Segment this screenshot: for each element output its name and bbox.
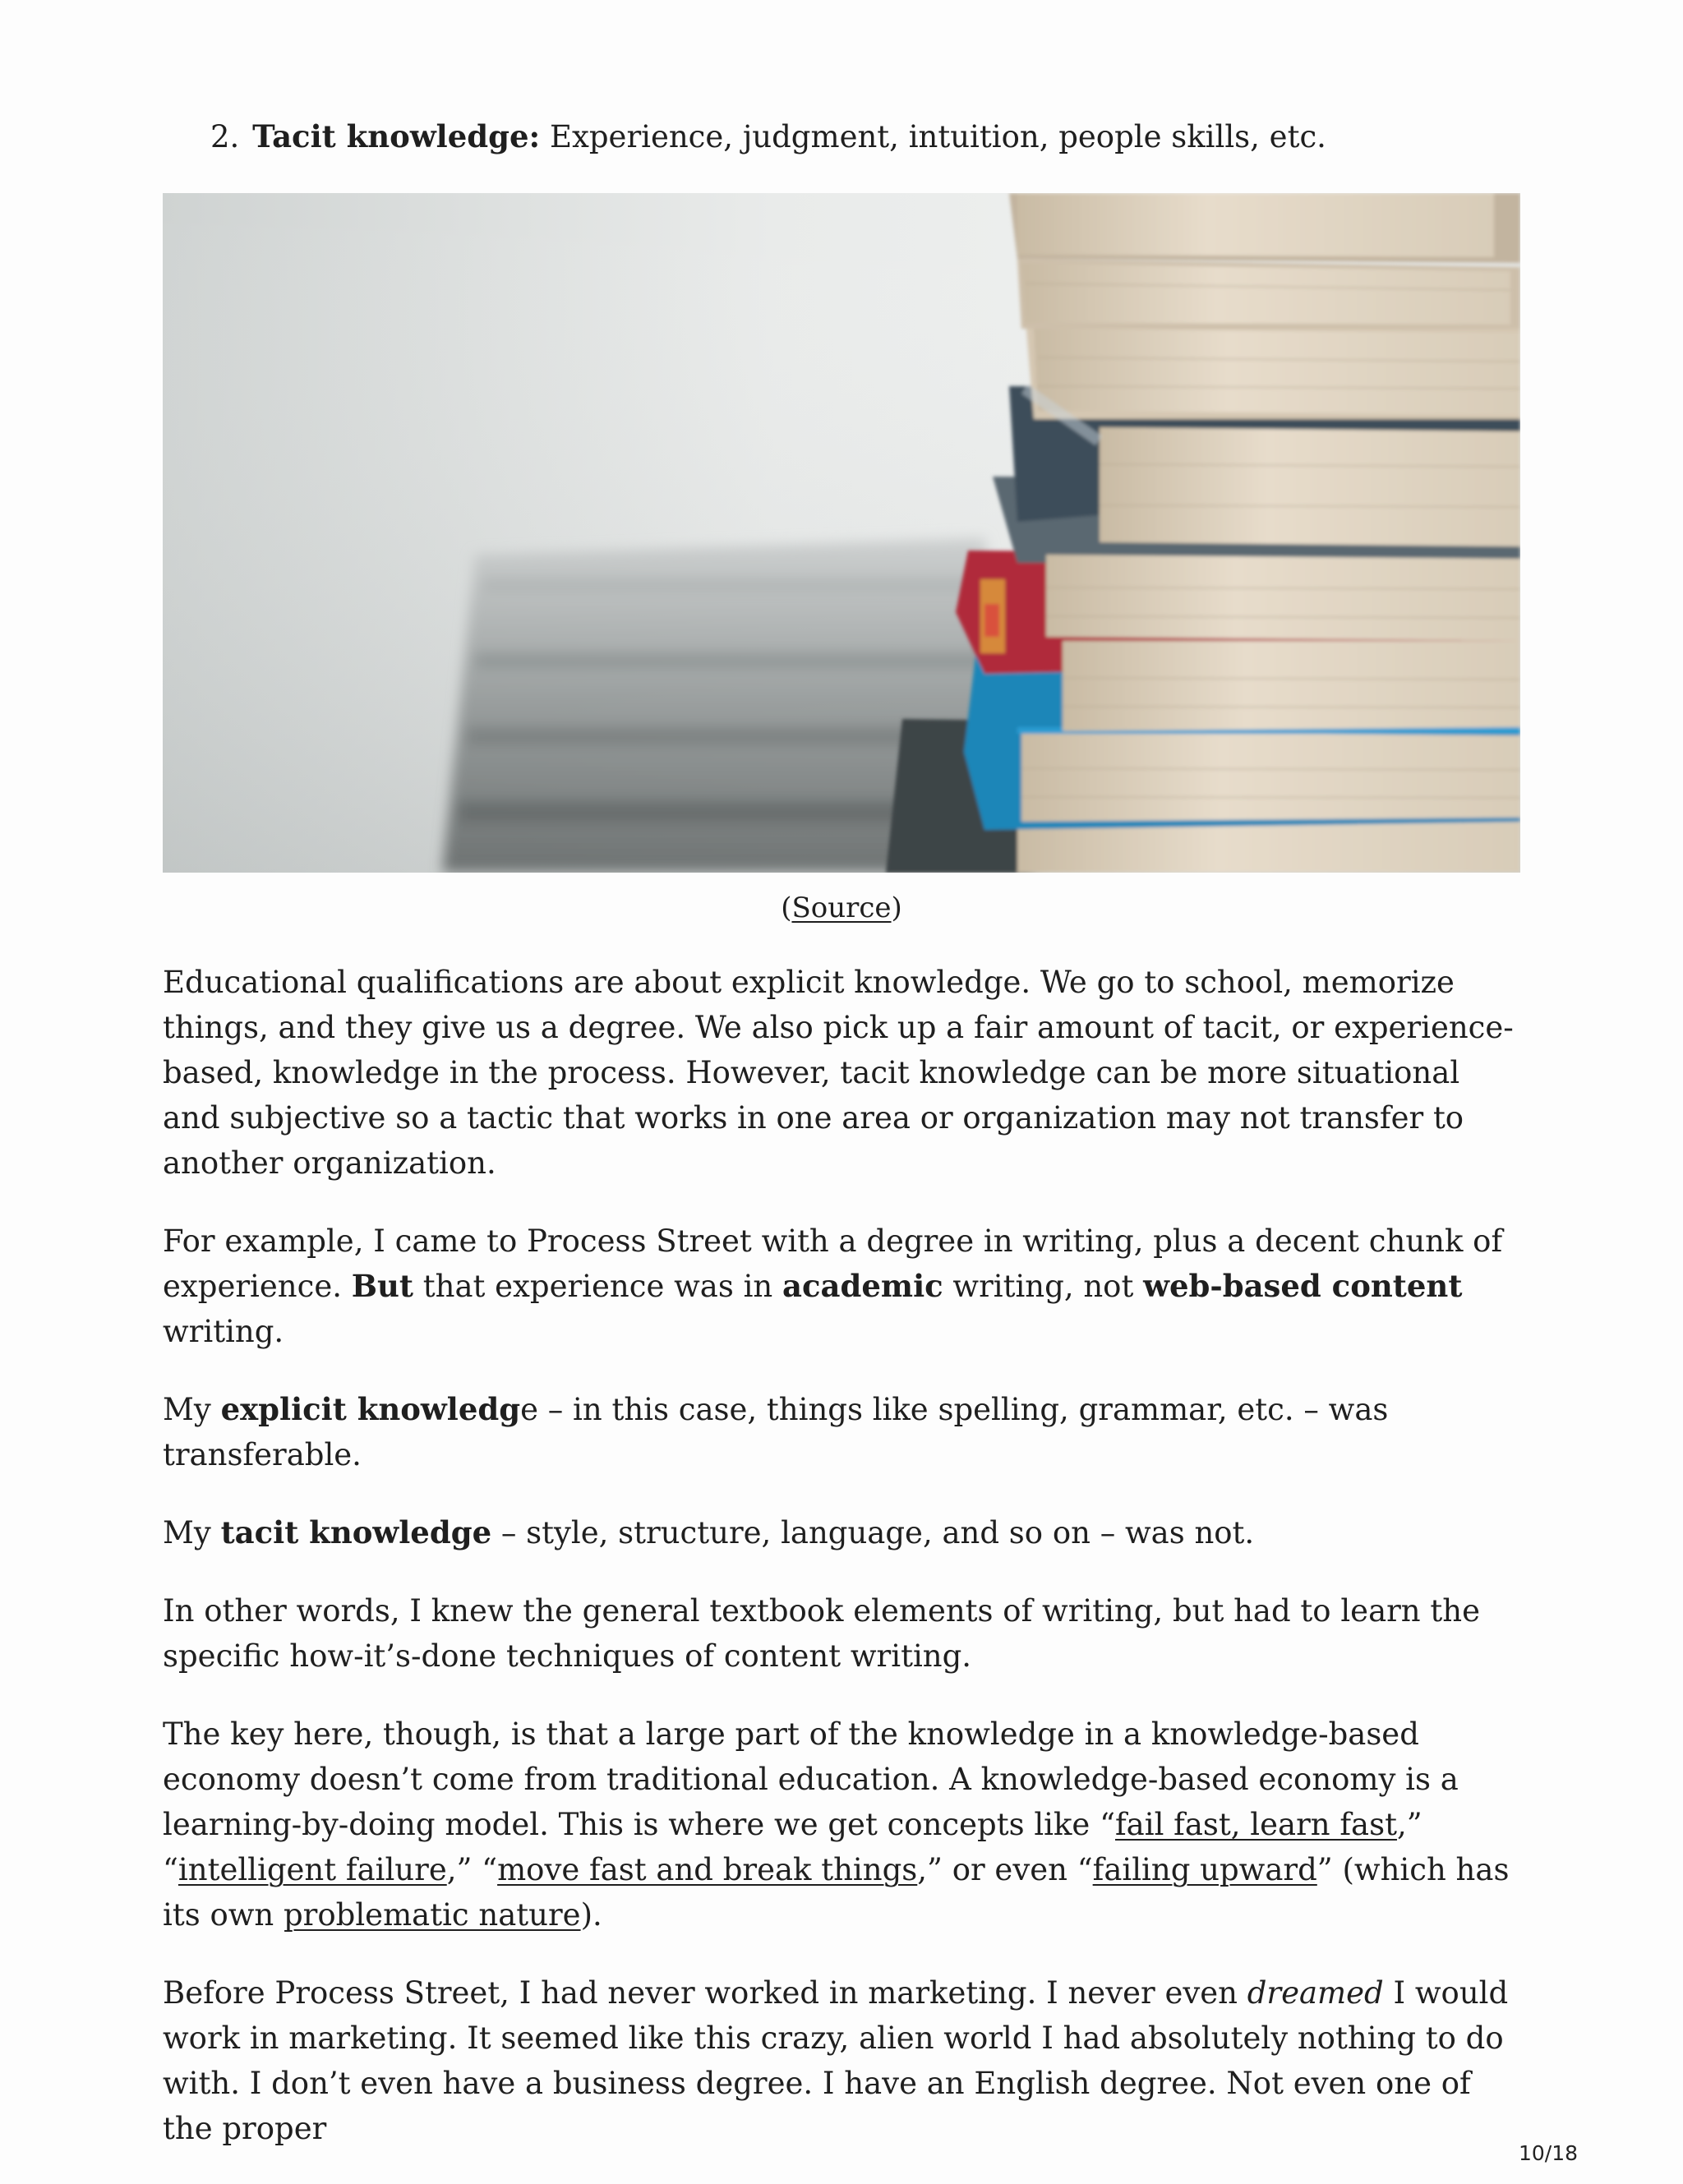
bold-but: But [351, 1268, 413, 1304]
paragraph-tacit-not [163, 1510, 1520, 1555]
text-span: ” (which has its own [163, 1852, 1510, 1933]
text-span: I would work in marketing. It seemed like this crazy, alien world I had absolutely nothing to do with. I don’t even have a business degree. I have an English degree. Not even one of the proper [163, 1975, 1509, 2146]
text-span: My [163, 1392, 221, 1427]
link-problematic-nature[interactable]: problematic nature [284, 1897, 581, 1933]
link-move-fast[interactable]: move fast and break things [497, 1852, 918, 1887]
text-span: For example, I came to Process Street with a degree in writing, plus a decent chunk of experience. [163, 1223, 1503, 1304]
text-span: ). [580, 1897, 602, 1933]
paragraph-explicit-knowledge: Educational qualifications are about explicit knowledge. We go to school, memorize things, and they give us a degree. We also pick up a fair amount of tacit, or experience-based, knowledge in the process. However, tacit knowledge can be more situational and subjective so a tactic that works in one area or organization may not transfer to another organization. [163, 965, 1514, 1181]
text-span: ,” or even “ [917, 1852, 1093, 1887]
paragraph-example [163, 1219, 1520, 1354]
bold-web-based-content: web-based content [1143, 1268, 1463, 1304]
bold-explicit-knowledge: explicit knowledg [220, 1391, 521, 1427]
page-number: 10/18 [1518, 2141, 1578, 2165]
text-span: that experience was in [413, 1269, 783, 1304]
link-fail-fast[interactable]: fail fast, learn fast [1114, 1807, 1397, 1842]
text-span: Before Process Street, I had never worked in marketing. I never even [163, 1975, 1247, 2011]
italic-dreamed: dreamed [1247, 1975, 1384, 2011]
text-span: ,” “ [163, 1807, 1422, 1887]
caption-open-paren: ( [781, 892, 792, 924]
text-span: e – in this case, things like spelling, grammar, etc. – was transferable. [163, 1392, 1389, 1472]
paragraph-knowledge-economy [163, 1712, 1520, 1937]
bold-academic: academic [782, 1268, 943, 1304]
source-link[interactable]: Source [791, 892, 892, 924]
text-span: writing, not [943, 1269, 1144, 1304]
figure-caption [163, 887, 1520, 928]
text-span: My [163, 1515, 221, 1550]
paragraph-explicit-transferable [163, 1387, 1520, 1477]
paragraph-before-process-street [163, 1970, 1520, 2151]
caption-close-paren: ) [891, 892, 902, 924]
text-span: – style, structure, language, and so on – was not. [491, 1515, 1255, 1550]
text-span: The key here, though, is that a large part of the knowledge in a knowledge-based economy doesn’t come from traditional education. A knowledge-based economy is a learning-by-doing model. This is where we get concepts like “ [163, 1716, 1459, 1842]
books-photo [163, 193, 1520, 873]
list-term: Tacit knowledge: [252, 118, 541, 154]
link-failing-upward[interactable]: failing upward [1092, 1852, 1317, 1887]
bold-tacit-knowledge: tacit knowledge [220, 1514, 492, 1550]
article-body [163, 960, 1520, 2184]
books-photo-graphic [163, 193, 1520, 873]
list-item-tacit-knowledge [210, 113, 1326, 160]
text-span: ,” “ [446, 1852, 498, 1887]
link-intelligent-failure[interactable]: intelligent failure [178, 1852, 447, 1887]
list-number: 2. [210, 119, 240, 154]
text-span: writing. [163, 1314, 284, 1349]
paragraph-in-other-words: In other words, I knew the general textbook elements of writing, but had to learn the specific how-it’s-done techniques of content writing. [163, 1593, 1480, 1674]
list-description: Experience, judgment, intuition, people skills, etc. [540, 119, 1326, 154]
